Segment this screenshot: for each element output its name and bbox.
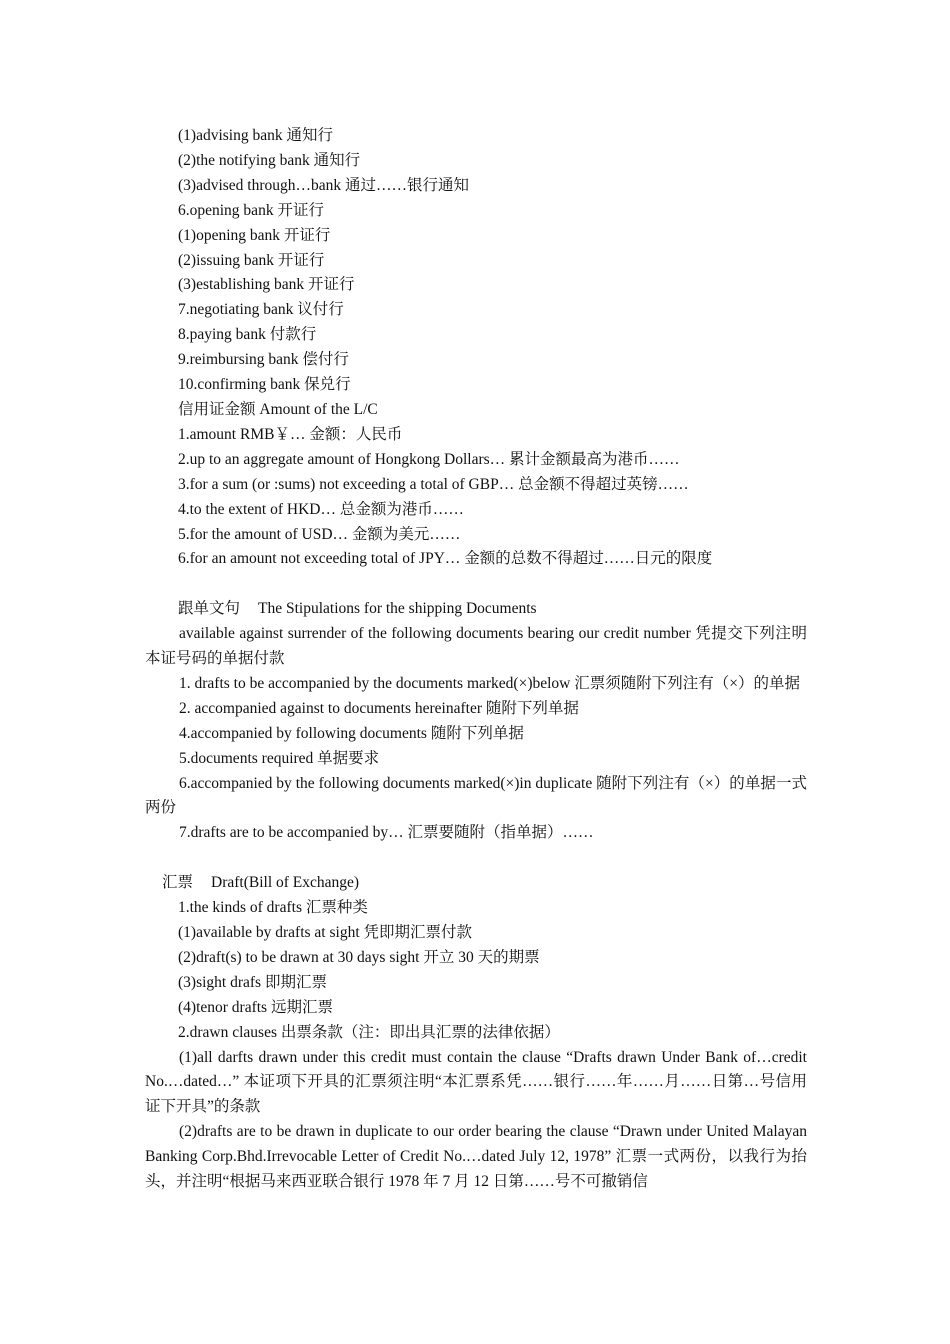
list-item: 5.for the amount of USD… 金额为美元…… — [178, 525, 461, 543]
list-item: 10.confirming bank 保兑行 — [178, 376, 351, 394]
spacer — [145, 846, 807, 871]
list-item: (2)issuing bank 开证行 — [178, 251, 325, 269]
list-item: (3)sight drafs 即期汇票 — [178, 973, 327, 991]
list-item: (4)tenor drafts 远期汇票 — [178, 998, 333, 1016]
list-item: 2. accompanied against to documents hereinafter 随附下列单据 — [179, 699, 579, 717]
list-item: (2)draft(s) to be drawn at 30 days sight 开立 30 天的期票 — [178, 948, 540, 966]
spacer — [145, 572, 807, 597]
list-item: 7.drafts are to be accompanied by… 汇票要随附（指单据）…… — [179, 824, 594, 842]
paragraph: available against surrender of the following documents bearing our credit number 凭提交下列注明本证号码的单据付款 — [145, 625, 807, 668]
list-item: 1.amount RMB￥… 金额：人民币 — [178, 425, 403, 443]
section-heading-documents — [145, 597, 807, 622]
paragraph: (1)all darfts drawn under this credit must contain the clause “Drafts drawn Under Bank of…credit No.…dated…” 本证项下开具的汇票须注明“本汇票系凭……银行……年……月……日第…号信用证下开具”的条款 — [145, 1048, 807, 1116]
list-item: (1)available by drafts at sight 凭即期汇票付款 — [178, 923, 473, 941]
list-item: 3.for a sum (or :sums) not exceeding a total of GBP… 总金额不得超过英镑…… — [178, 475, 689, 493]
list-item: 4.to the extent of HKD… 总金额为港币…… — [178, 500, 464, 518]
list-item: 6.for an amount not exceeding total of JPY… 金额的总数不得超过……日元的限度 — [178, 550, 713, 568]
paragraph: (2)drafts are to be drawn in duplicate to our order bearing the clause “Drawn under United Malayan Banking Corp.Bhd.Irrevocable Letter of Credit No.…dated July 12, 1978” 汇票一式两份，以我行为抬头，并注明“根据马来西亚联合银行 1978 年 7 月 12 日第……号不可撤销信 — [145, 1123, 807, 1191]
list-item: (2)the notifying bank 通知行 — [178, 151, 361, 169]
list-item: (3)establishing bank 开证行 — [178, 276, 355, 294]
list-item: 4.accompanied by following documents 随附下列单据 — [179, 724, 524, 742]
list-item: (1)opening bank 开证行 — [178, 226, 331, 244]
list-item: 8.paying bank 付款行 — [178, 326, 317, 344]
heading-cn: 跟单文句 — [178, 600, 241, 618]
paragraph: 6.accompanied by the following documents marked(×)in duplicate 随附下列注有（×）的单据一式两份 — [145, 774, 807, 817]
document-body — [145, 124, 807, 1195]
list-item: 5.documents required 单据要求 — [179, 749, 380, 767]
section-heading-draft — [145, 871, 807, 896]
list-item: (1)advising bank 通知行 — [178, 127, 333, 144]
heading-en: The Stipulations for the shipping Documents — [258, 600, 537, 618]
subheading: 2.drawn clauses 出票条款（注：即出具汇票的法律依据） — [178, 1023, 560, 1041]
section-heading-amount: 信用证金额 Amount of the L/C — [178, 400, 378, 418]
paragraph: 1. drafts to be accompanied by the documents marked(×)below 汇票须随附下列注有（×）的单据 — [179, 674, 800, 692]
subheading: 1.the kinds of drafts 汇票种类 — [178, 899, 368, 917]
heading-cn: 汇票 — [162, 874, 194, 892]
list-item: 9.reimbursing bank 偿付行 — [178, 351, 349, 369]
list-item: 7.negotiating bank 议付行 — [178, 301, 344, 319]
list-item: 2.up to an aggregate amount of Hongkong Dollars… 累计金额最高为港币…… — [178, 450, 680, 468]
heading-en: Draft(Bill of Exchange) — [211, 874, 360, 892]
list-item: (3)advised through…bank 通过……银行通知 — [178, 176, 470, 194]
list-item: 6.opening bank 开证行 — [178, 201, 324, 219]
